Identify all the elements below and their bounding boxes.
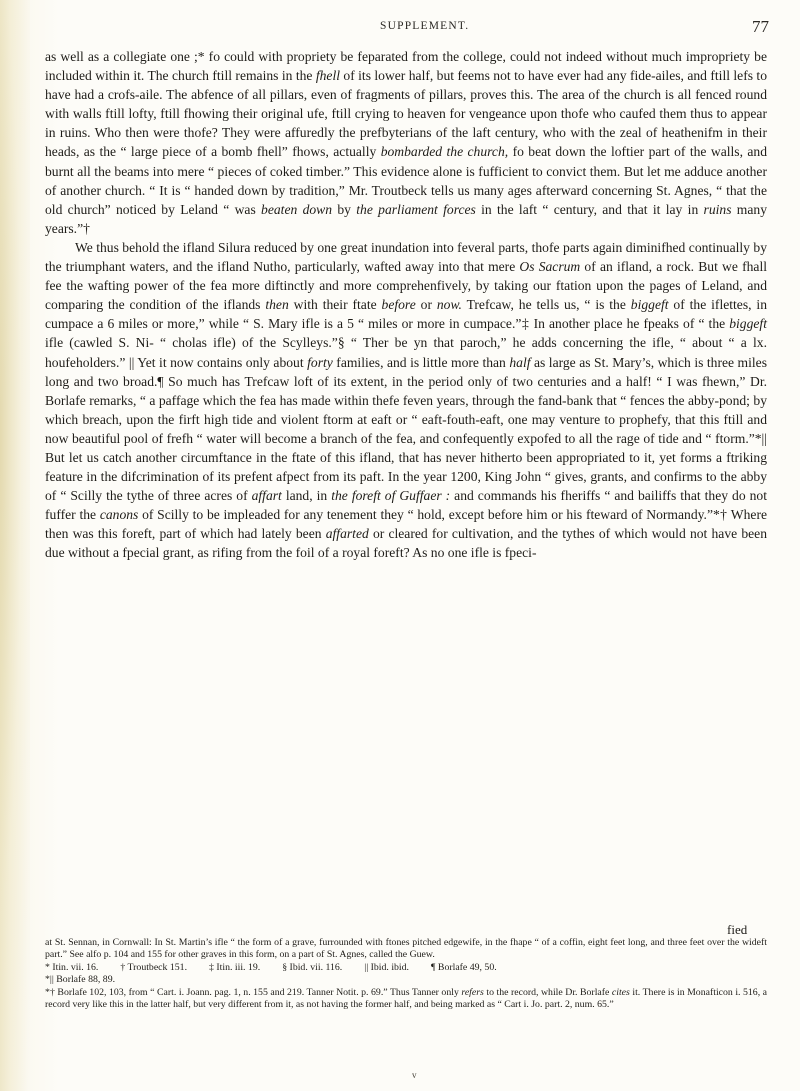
text-run: *† Borlafe 102, 103, from “ Cart. i. Joann. pag. 1, n. 155 and 219. Tanner Notit. p. 69.” Thus Tanner only [45,986,462,998]
italic-text: fhell [315,68,341,84]
italic-text: the parliament forces [356,201,476,217]
text-run: or cleared for cultivation, and the tythes of which would not have been due without a fpecial grant, as rifing from the foil of a royal foreft? As no one ifle is fpeci- [45,526,767,561]
text-run: or [415,297,437,313]
text-run: of an ifland, a rock. But we fhall fee the wafting power of the fea more diftinctly and more comprehenfively, by taking our ftation upon the pages of Leland, and comparing the condition of the iflands [45,259,767,313]
italic-text: before [381,297,416,313]
paragraph-2 [45,238,767,563]
body-text [45,47,767,563]
footnote-ref-borlase: *|| Borlafe 88, 89. [45,974,116,986]
text-run: land, in [281,488,332,504]
italic-text: ruins [703,201,732,217]
footnote-ref: || Ibid. ibid. [364,961,410,973]
italic-text: affarted [325,526,369,542]
page-number: 77 [752,17,769,36]
italic-text: then [265,297,289,313]
catchword: fied [727,922,748,937]
text-run: of the iflettes, in cumpace a 6 miles or more,” while “ S. Mary ifle is a 5 “ miles or more in cumpace.”‡ In another place he fpeaks of “ the [45,297,767,332]
footnote-ref: † Troutbeck 151. [120,961,188,973]
text-run: as well as a collegiate one ;* fo could with propriety be feparated from the college, could not indeed without much impropriety be included within it. The church ftill remains in the [45,49,767,84]
page-edge-shadow [0,0,30,1091]
italic-text: biggeft [630,297,669,313]
footnote-ref: § Ibid. vii. 116. [282,961,343,973]
text-run: as large as St. Mary’s, which is three miles long and two broad.¶ So much has Trefcaw loft of its extent, in the period only of two centuries and a half! “ I was fhewn,” Dr. Borlafe remarks, “ a paffage which the fea has made within thefe feven years, through the fand-bank that “ fences the abby-pond; by which breach, upon the firft high tide and violent ftorm at eaft or “ eaft-fouth-eaft, one may venture to prophefy, that this ftill and now beautiful pool of frefh “ water will become a branch of the fea, and confequently expofed to all the rage of tide and “ ftorm.”*|| But let us catch another circumftance in the ftate of this ifland, that has never hitherto been appropriated to it, yet forms a ftriking feature in the difcrimination of its prefent afpect from its paft. In the year 1200, King John “ gives, grants, and confirms to the abby of “ Scilly the tythe of three acres of [45,354,767,504]
footnote-ref: ‡ Itin. iii. 19. [209,961,261,973]
footnote-ref: ¶ Borlafe 49, 50. [431,961,497,973]
footnote-references [45,962,767,974]
italic-text: now. [436,297,462,313]
text-run: of its lower half, but feems not to have ever had any fide-ailes, and ftill lefs to have had a crofs-aile. The abfence of all pillars, even of fragments of pillars, proves this. The area of the church is all fenced round with walls ftill lofty, ftill fhowing their original ufe, ftill crying to heaven for vengeance upon thofe who caufed them thus to appear in ruins. Who then were thofe? They were affuredly the prefbyterians of the laft century, who with the zeal of heathenifm in their heads, as the “ large piece of a bomb fhell” fhows, actually [45,68,768,160]
text-run: of Scilly to be impleaded for any tenement they “ hold, except before him or his fteward of Normandy.”*† Where then was this foreft, part of which had lately been [45,507,767,542]
running-head: SUPPLEMENT. [380,20,470,32]
footnote-ref: * Itin. vii. 16. [45,961,99,973]
italic-text: cites [611,986,630,998]
italic-text: affart [251,488,282,504]
signature-mark: v [412,1070,417,1080]
italic-text: bombarded the church, [380,144,509,160]
italic-text: the foreft of Guffaer : [331,488,451,504]
text-run: ifle (cawled S. Ni- “ cholas ifle) of the Scylleys.”§ “ Ther be yn that paroch,” he adds concerning the ifle, “ about “ a lx. houfeholders.” || Yet it now contains only about [45,335,767,370]
italic-text: Os Sacrum [519,259,581,275]
text-run: in the laft “ century, and that it lay in [475,201,704,217]
footnote-continuation [45,937,767,962]
text-run: to the record, while Dr. Borlafe [483,986,612,998]
text-run: fo beat down the loftier part of the walls, and burnt all the beams into mere “ pieces of coked timber.” This evidence alone is fufficient to convict them. But let me adduce another of another church. “ It is “ handed down by tradition,” Mr. Troutbeck tells us many ages afterward concerning St. Agnes, “ that the old church” noticed by Leland “ was [45,144,768,217]
text-run: Trefcaw, he tells us, “ is the [461,297,631,313]
italic-text: half [509,354,531,370]
text-run: at St. Sennan, in Cornwall: In St. Martin’s ifle “ the form of a grave, furrounded with ftones pitched edgewife, in the fhape “ of a coffin, eight feet long, and three feet over the wideft part.” See alfo p. 104 and 155 for other graves in this form, on a part of St. Agnes, called the Guew. [45,937,767,961]
paragraph-1 [45,47,767,238]
text-run: many years.”† [45,201,768,236]
italic-text: forty [307,354,333,370]
text-run: We thus behold the ifland Silura reduced by one great inundation into feveral parts, thofe parts again diminifhed continually by the triumphant waters, and the ifland Nutho, particularly, wafted away into that mere [45,239,767,275]
text-run: by [332,201,357,217]
text-run: it. There is in Monafticon i. 516, a record very like this in the latter half, but very different from it, as not having the former half, and being marked as “ Cart i. Jo. part. 2, num. 65.” [45,986,767,1011]
italic-text: beaten down [261,201,333,217]
text-run: with their ftate [288,297,382,313]
text-run: and commands his fheriffs “ and bailiffs that they do not fuffer the [45,488,767,523]
italic-text: refers [461,986,484,998]
footnotes [45,937,767,1011]
italic-text: biggeft [729,316,767,332]
text-run: families, and is little more than [332,354,510,370]
footnote-last [45,987,767,1012]
italic-text: canons [99,507,139,523]
